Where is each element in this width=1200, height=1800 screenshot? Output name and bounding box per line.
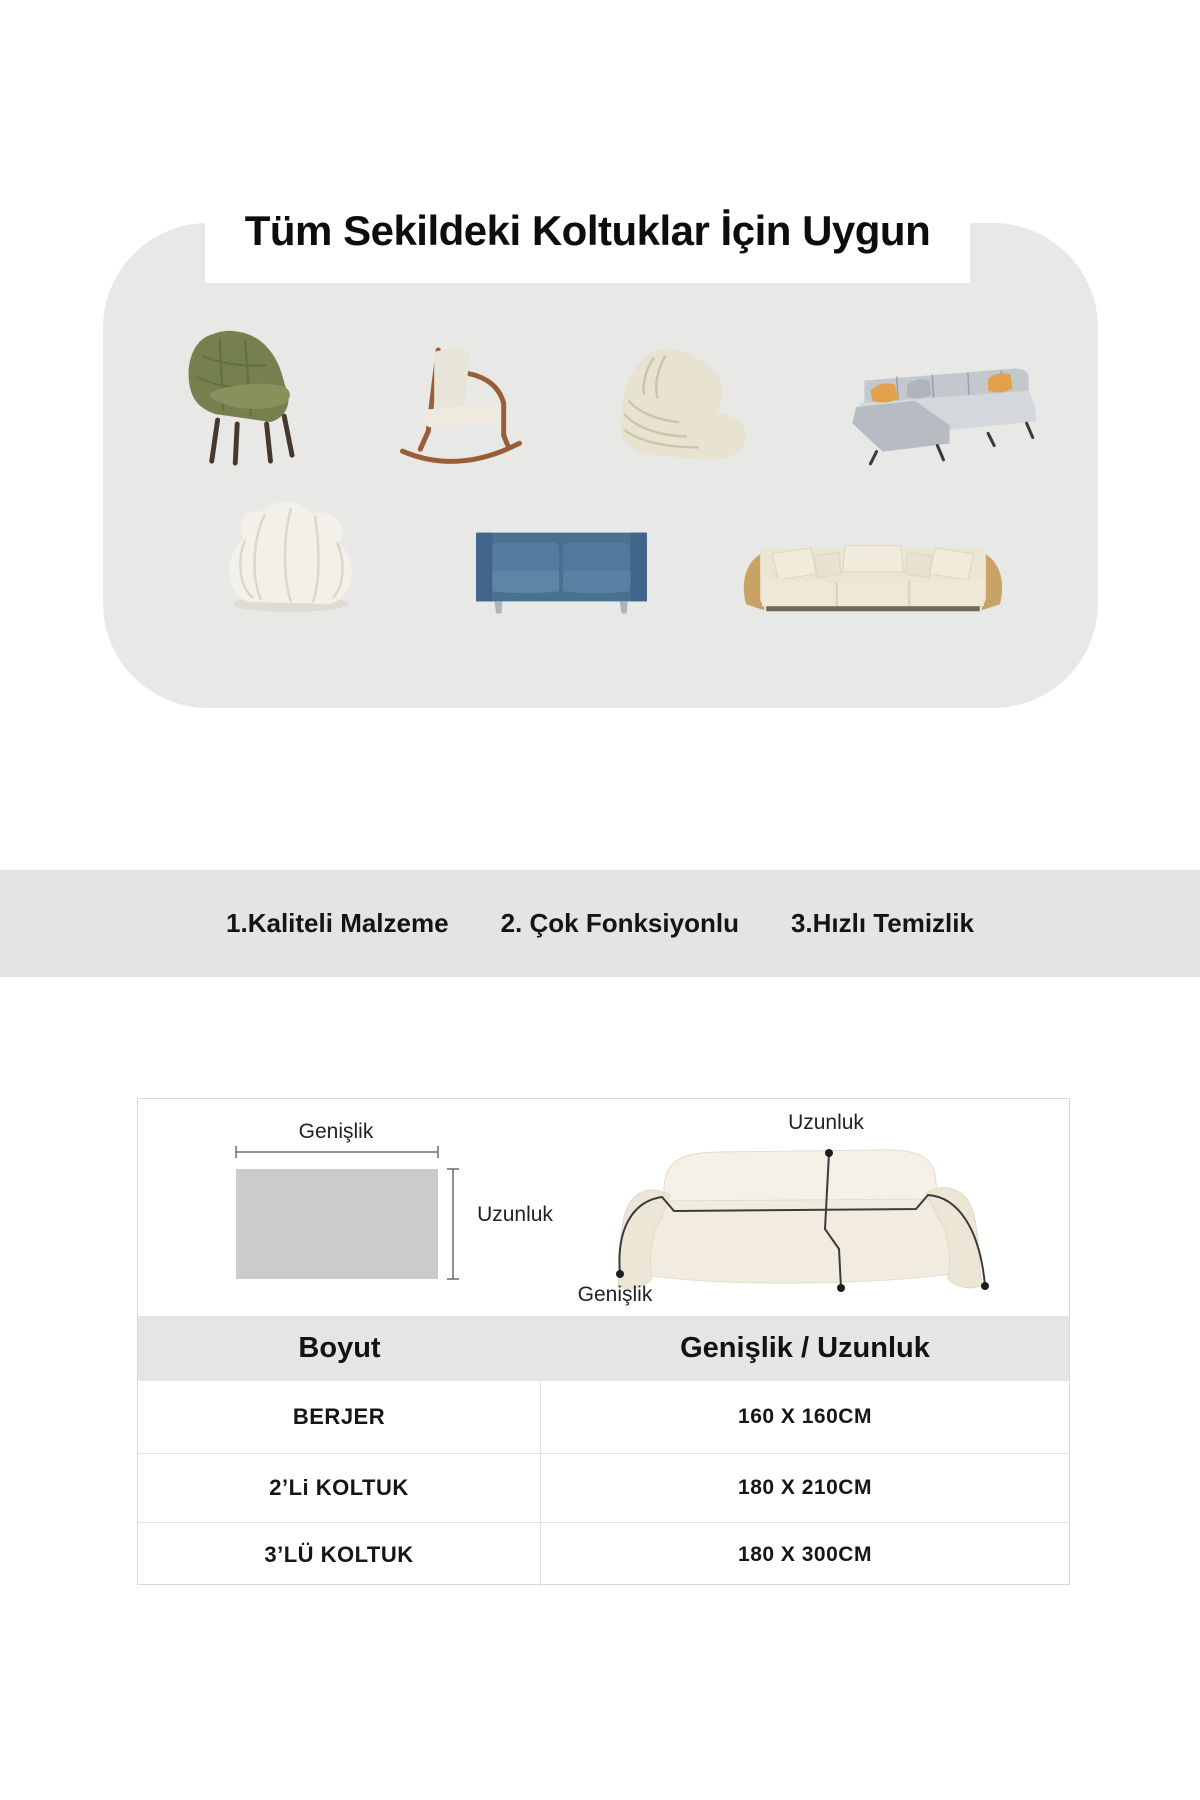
feature-quality: 1.Kaliteli Malzeme: [226, 908, 449, 938]
two-seat-sofa-icon: [468, 526, 655, 618]
corner-sofa-icon: [836, 346, 1054, 468]
feature-multifunction: 2. Çok Fonksiyonlu: [500, 908, 739, 938]
title-banner: [205, 178, 970, 283]
sofa-width-label: Genişlik: [577, 1283, 653, 1306]
measurement-diagram: [138, 1099, 1069, 1316]
fabric-length-label: Uzunluk: [477, 1203, 553, 1226]
size-dimensions: 180 X 300CM: [738, 1543, 872, 1566]
size-dimensions: 160 X 160CM: [738, 1405, 872, 1428]
size-dimensions: 180 X 210CM: [738, 1476, 872, 1499]
table-row: [138, 1453, 1069, 1522]
header-dimensions-column: Genişlik / Uzunluk: [680, 1332, 930, 1364]
green-armchair-icon: [168, 326, 326, 468]
rocking-chair-icon: [386, 340, 536, 474]
page-title: Tüm Sekildeki Koltuklar İçin Uygun: [244, 206, 931, 254]
size-name: 3’LÜ KOLTUK: [264, 1542, 414, 1567]
table-row: [138, 1522, 1069, 1587]
header-size-column: Boyut: [298, 1332, 381, 1364]
features-band: [0, 870, 1200, 977]
feature-cleaning: 3.Hızlı Temizlik: [790, 908, 974, 938]
pumpkin-chair-icon: [212, 498, 369, 616]
size-table-body: [138, 1381, 1069, 1587]
sofa-cover-diagram-graphic: [578, 1139, 1018, 1299]
size-guide-box: [137, 1098, 1070, 1585]
sofa-length-label: Uzunluk: [788, 1111, 864, 1134]
fabric-width-label: Genişlik: [298, 1120, 374, 1143]
table-row: [138, 1381, 1069, 1453]
lounge-chair-icon: [608, 342, 766, 464]
size-name: 2’Li KOLTUK: [269, 1475, 409, 1500]
size-name: BERJER: [292, 1404, 386, 1429]
three-seat-sofa-icon: [736, 533, 1010, 620]
size-table-header: [138, 1316, 1069, 1381]
